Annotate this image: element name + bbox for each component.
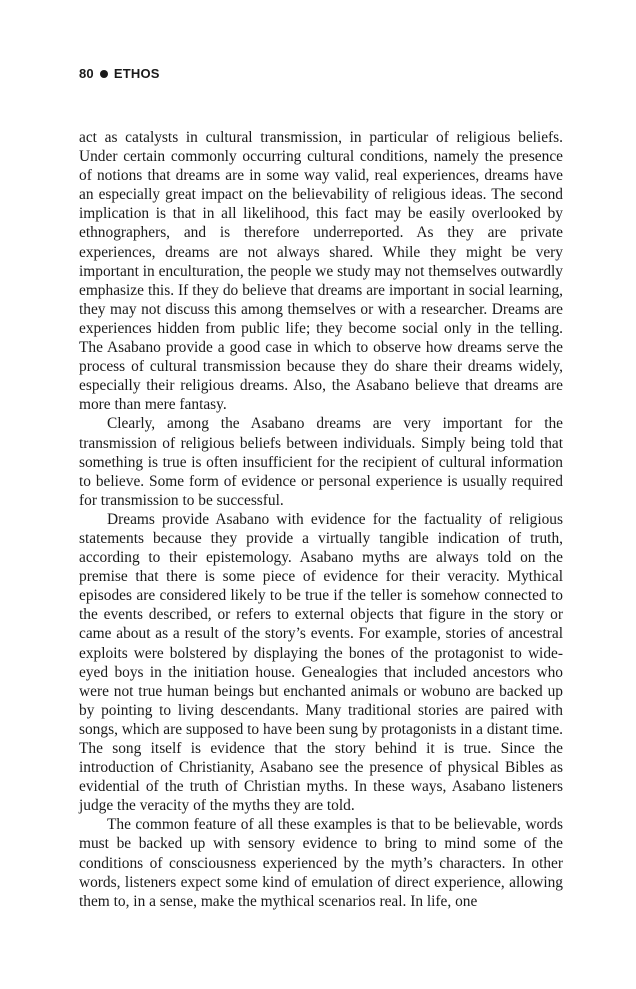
journal-title: ETHOS [113,66,160,81]
page-number: 80 [79,66,94,81]
paragraph: Clearly, among the Asabano dreams are very important for the transmission of religious beliefs between individuals. Simply being told that something is true is often insufficient for the recipient of cultural information to believe. Some form of evidence or personal experience is usually required for transmission to be successful. [79,415,563,509]
paragraph: act as catalysts in cultural transmission, in particular of religious beliefs. Under certain commonly occurring cultural conditions, namely the presence of notions that dreams are in some way valid, real experiences, dreams have an especially great impact on the believability of religious ideas. The second implication is that in all likelihood, this fact may be easily overlooked by ethnographers, and is therefore underreported. As they are private experiences, dreams are not always shared. While they might be very important in enculturation, the people we study may not themselves outwardly emphasize this. If they do believe that dreams are important in social learning, they may not discuss this among themselves or with a researcher. Dreams are experiences hidden from public life; they become social only in the telling. The Asabano provide a good case in which to observe how dreams serve the process of cultural transmission because they do share their dreams widely, especially their religious dreams. Also, the Asabano believe that dreams are more than mere fantasy. [79,129,563,414]
article-body [79,128,563,911]
paragraph: The common feature of all these examples is that to be believable, words must be backed up with sensory evidence to bring to mind some of the conditions of consciousness experienced by the myth’s characters. In other words, listeners expect some kind of emulation of direct experience, allowing them to, in a sense, make the mythical scenarios real. In life, one [79,816,563,910]
running-head [79,66,160,81]
paragraph: Dreams provide Asabano with evidence for the factuality of religious statements because they provide a virtually tangible indication of truth, according to their epistemology. Asabano myths are always told on the premise that there is some piece of evidence for their veracity. Mythical episodes are considered likely to be true if the teller is somehow connected to the events described, or refers to external objects that figure in the story or came about as a result of the story’s events. For example, stories of ancestral exploits were bolstered by displaying the bones of the protagonist to wide-eyed boys in the initiation house. Genealogies that included ancestors who were not true human beings but enchanted animals or wobuno are backed up by pointing to living descendants. Many traditional stories are paired with songs, which are supposed to have been sung by protagonists in a distant time. The song itself is evidence that the story behind it is true. Since the introduction of Christianity, Asabano see the presence of physical Bibles as evidential of the truth of Christian myths. In these ways, Asabano listeners judge the veracity of the myths they are told. [79,510,563,815]
bullet-separator-icon [100,70,108,78]
